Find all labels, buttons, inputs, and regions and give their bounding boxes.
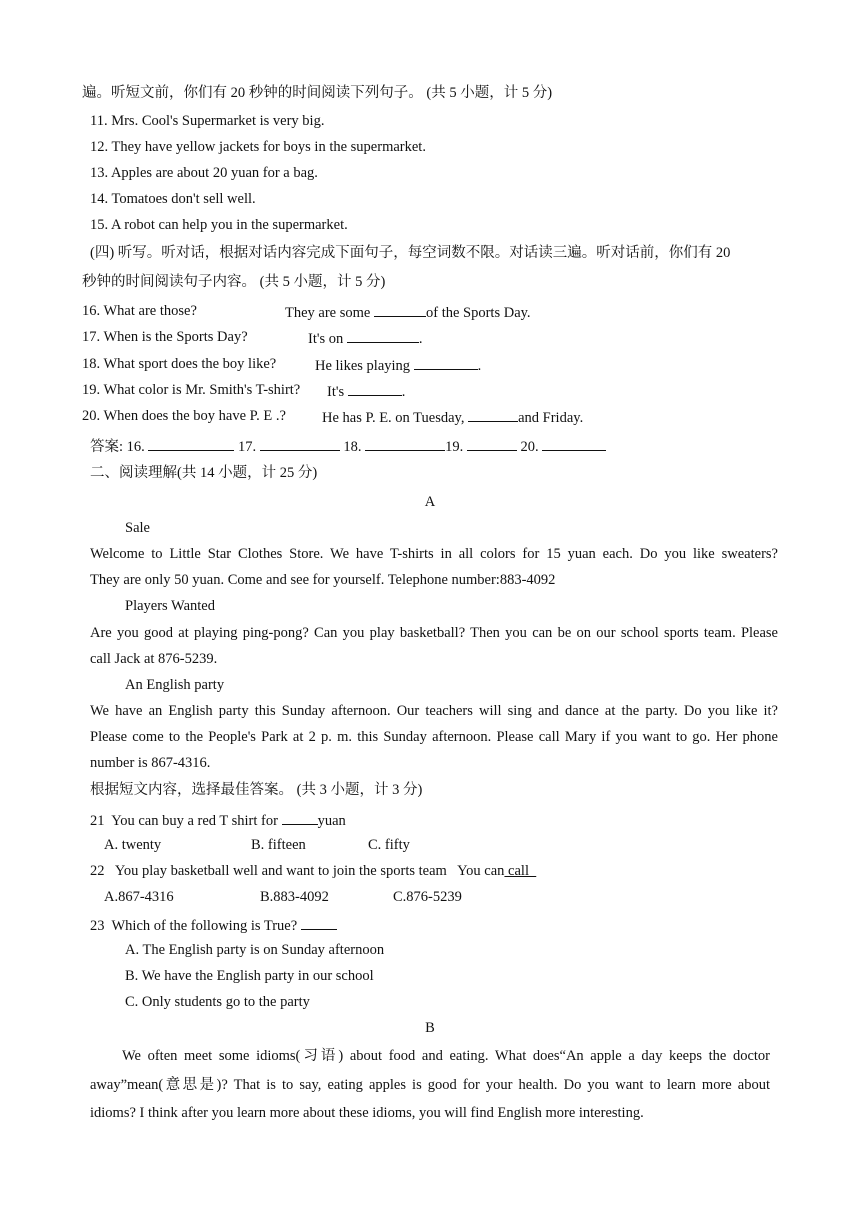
dictation-heading-line1: (四) 听写。听对话，根据对话内容完成下面句子，每空词数不限。对话读三遍。听对话前，你们有 20 (90, 245, 731, 261)
option-22-c[interactable]: C.876-5239 (393, 889, 462, 905)
part-b-label: B (425, 1020, 435, 1036)
part-b-line2: away”mean(意思是)? That is to say, eating apples is good for your health. Do you want to learn more about (90, 1077, 770, 1093)
dictation-question-18: 18. What sport does the boy like? (82, 356, 277, 372)
players-text-line2: call Jack at 876-5239. (90, 651, 218, 667)
option-21-b[interactable]: B. fifteen (251, 837, 306, 853)
dictation-answer-18: He likes playing . (315, 355, 481, 375)
answer-line: 答案: 16. 17. 18. 19. 20. (90, 436, 606, 456)
dictation-question-19: 19. What color is Mr. Smith's T-shirt? (82, 382, 301, 398)
part-b-line3: idioms? I think after you learn more about these idioms, you will find English more interesting. (90, 1105, 644, 1121)
dictation-question-20: 20. When does the boy have P. E .? (82, 408, 286, 424)
listening-intro: 遍。听短文前，你们有 20 秒钟的时间阅读下列句子。 (共 5 小题，计 5 分) (82, 85, 553, 101)
answer-blank-16[interactable] (148, 436, 234, 451)
party-text-line3: number is 867-4316. (90, 755, 211, 771)
blank-16[interactable] (374, 302, 426, 317)
dictation-answer-19: It's . (327, 381, 405, 401)
party-title: An English party (125, 677, 225, 693)
option-22-a[interactable]: A.867-4316 (104, 889, 174, 905)
dictation-answer-20: He has P. E. on Tuesday, and Friday. (322, 407, 583, 427)
listening-item-13: 13. Apples are about 20 yuan for a bag. (90, 165, 318, 181)
option-23-a[interactable]: A. The English party is on Sunday afternoon (125, 942, 385, 958)
party-text-line2: Please come to the People's Park at 2 p. m. this Sunday afternoon. Please call Mary if you want to go. Her phone (90, 729, 778, 745)
question-23: 23 Which of the following is True? (90, 915, 337, 935)
option-21-a[interactable]: A. twenty (104, 837, 162, 853)
reading-section-title: 二、阅读理解(共 14 小题，计 25 分) (90, 465, 318, 481)
blank-19[interactable] (348, 381, 402, 396)
question-21: 21 You can buy a red T shirt for yuan (90, 810, 346, 830)
players-text-line1: Are you good at playing ping-pong? Can you play basketball? Then you can be on our school sports team. Please (90, 625, 778, 641)
part-a-label: A (424, 494, 436, 510)
blank-17[interactable] (347, 328, 419, 343)
listening-item-14: 14. Tomatoes don't sell well. (90, 191, 256, 207)
listening-item-15: 15. A robot can help you in the supermarket. (90, 217, 348, 233)
blank-20[interactable] (468, 407, 518, 422)
option-21-c[interactable]: C. fifty (368, 837, 410, 853)
dictation-question-17: 17. When is the Sports Day? (82, 329, 248, 345)
option-23-c[interactable]: C. Only students go to the party (125, 994, 310, 1010)
option-22-b[interactable]: B.883-4092 (260, 889, 329, 905)
answer-blank-17[interactable] (260, 436, 340, 451)
dictation-answer-16: They are some of the Sports Day. (285, 302, 531, 322)
answer-blank-19[interactable] (467, 436, 517, 451)
blank-18[interactable] (414, 355, 478, 370)
question-22: 22 You play basketball well and want to join the sports team You can call (90, 863, 537, 879)
option-23-b[interactable]: B. We have the English party in our school (125, 968, 374, 984)
reading-instruction: 根据短文内容，选择最佳答案。 (共 3 小题，计 3 分) (90, 782, 423, 798)
listening-item-11: 11. Mrs. Cool's Supermarket is very big. (90, 113, 325, 129)
sale-text-line1: Welcome to Little Star Clothes Store. We have T-shirts in all colors for 15 yuan each. Do you like sweaters? (90, 546, 778, 562)
dictation-question-16: 16. What are those? (82, 303, 197, 319)
part-b-line1: We often meet some idioms(习语) about food and eating. What does“An apple a day keeps the doctor (122, 1048, 770, 1064)
sale-title: Sale (125, 520, 150, 536)
blank-21[interactable] (282, 810, 318, 825)
dictation-answer-17: It's on . (308, 328, 423, 348)
blank-23[interactable] (301, 915, 337, 930)
dictation-heading-line2: 秒钟的时间阅读句子内容。 (共 5 小题，计 5 分) (82, 274, 386, 290)
listening-item-12: 12. They have yellow jackets for boys in the supermarket. (90, 139, 426, 155)
party-text-line1: We have an English party this Sunday afternoon. Our teachers will sing and dance at the party. Do you like it? (90, 703, 778, 719)
sale-text-line2: They are only 50 yuan. Come and see for yourself. Telephone number:883-4092 (90, 572, 556, 588)
answer-blank-18[interactable] (365, 436, 445, 451)
answer-blank-20[interactable] (542, 436, 606, 451)
players-title: Players Wanted (125, 598, 215, 614)
